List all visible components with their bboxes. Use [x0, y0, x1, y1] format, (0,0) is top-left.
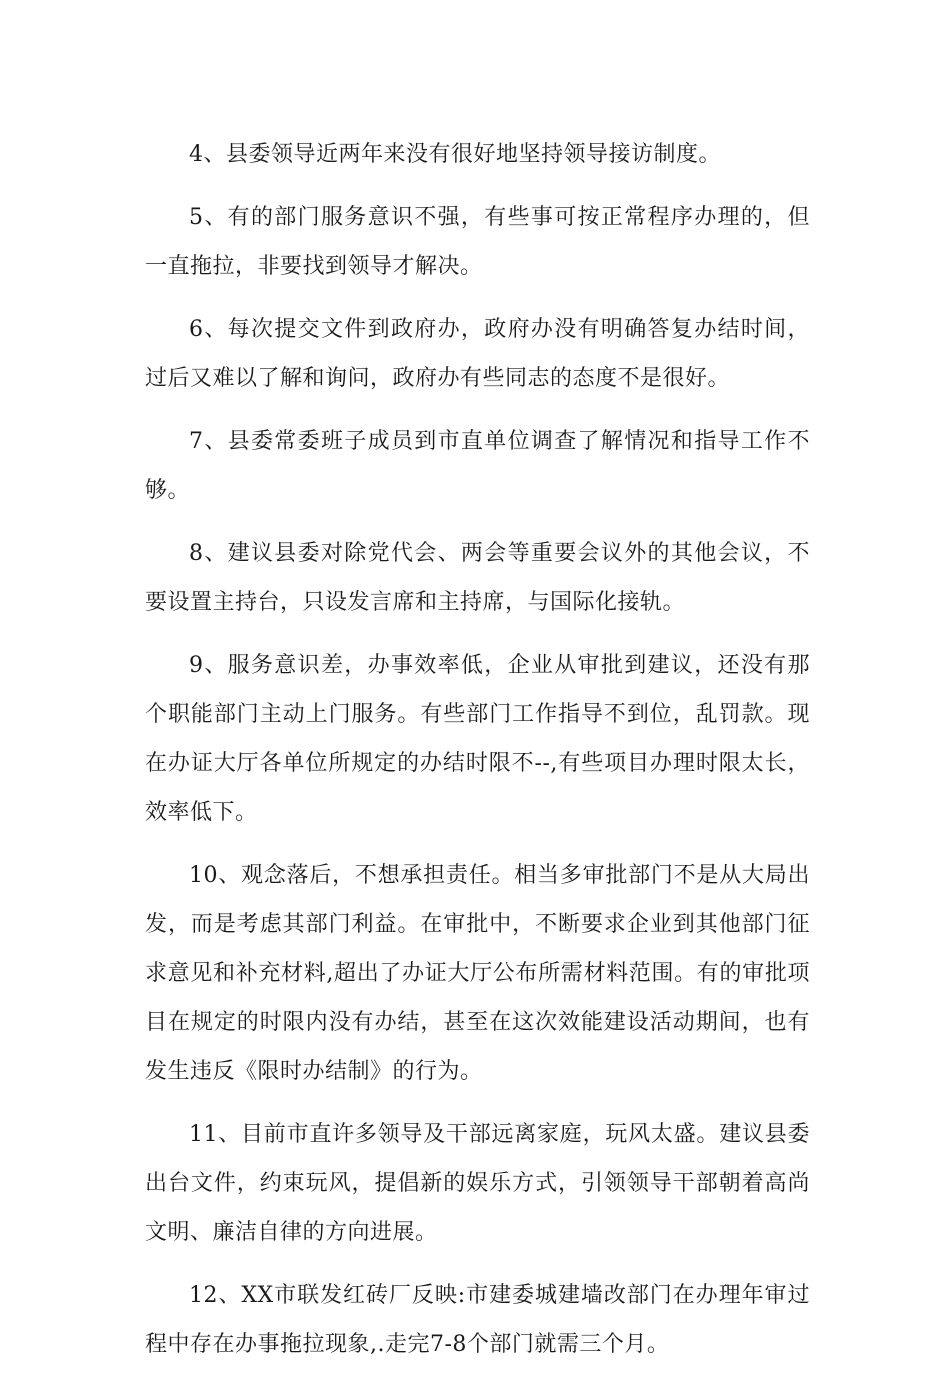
paragraph-item-8: 8、建议县委对除党代会、两会等重要会议外的其他会议，不要设置主持台，只设发言席和主持席，与国际化接轨。: [145, 541, 810, 615]
paragraph-item-11: 11、目前市直许多领导及干部远离家庭，玩风太盛。建议县委出台文件，约束玩风，提倡新的娱乐方式，引领领导干部朝着高尚文明、廉洁自律的方向进展。: [145, 1122, 810, 1245]
paragraph-item-6: 6、每次提交文件到政府办，政府办没有明确答复办结时间，过后又难以了解和询问，政府办有些同志的态度不是很好。: [145, 317, 810, 391]
paragraph-item-4: 4、县委领导近两年来没有很好地坚持领导接访制度。: [189, 142, 721, 167]
paragraph-item-10: 10、观念落后，不想承担责任。相当多审批部门不是从大局出发，而是考虑其部门利益。在审批中，不断要求企业到其他部门征求意见和补充材料,超出了办证大厅公布所需材料范围。有的审批项目在规定的时限内没有办结，甚至在这次效能建设活动期间，也有发生违反《限时办结制》的行为。: [145, 863, 810, 1084]
paragraph-item-5: 5、有的部门服务意识不强，有些事可按正常程序办理的，但一直拖拉，非要找到领导才解决。: [145, 205, 810, 279]
document-body: [145, 130, 810, 1383]
paragraph-item-12: 12、XX市联发红砖厂反映:市建委城建墙改部门在办理年审过程中存在办事拖拉现象,.走完7-8个部门就需三个月。: [145, 1283, 810, 1357]
paragraph-item-9: 9、服务意识差，办事效率低，企业从审批到建议，还没有那个职能部门主动上门服务。有些部门工作指导不到位，乱罚款。现在办证大厅各单位所规定的办结时限不--,有些项目办理时限太长，效率低下。: [145, 653, 810, 825]
paragraph-item-7: 7、县委常委班子成员到市直单位调查了解情况和指导工作不够。: [145, 429, 810, 503]
